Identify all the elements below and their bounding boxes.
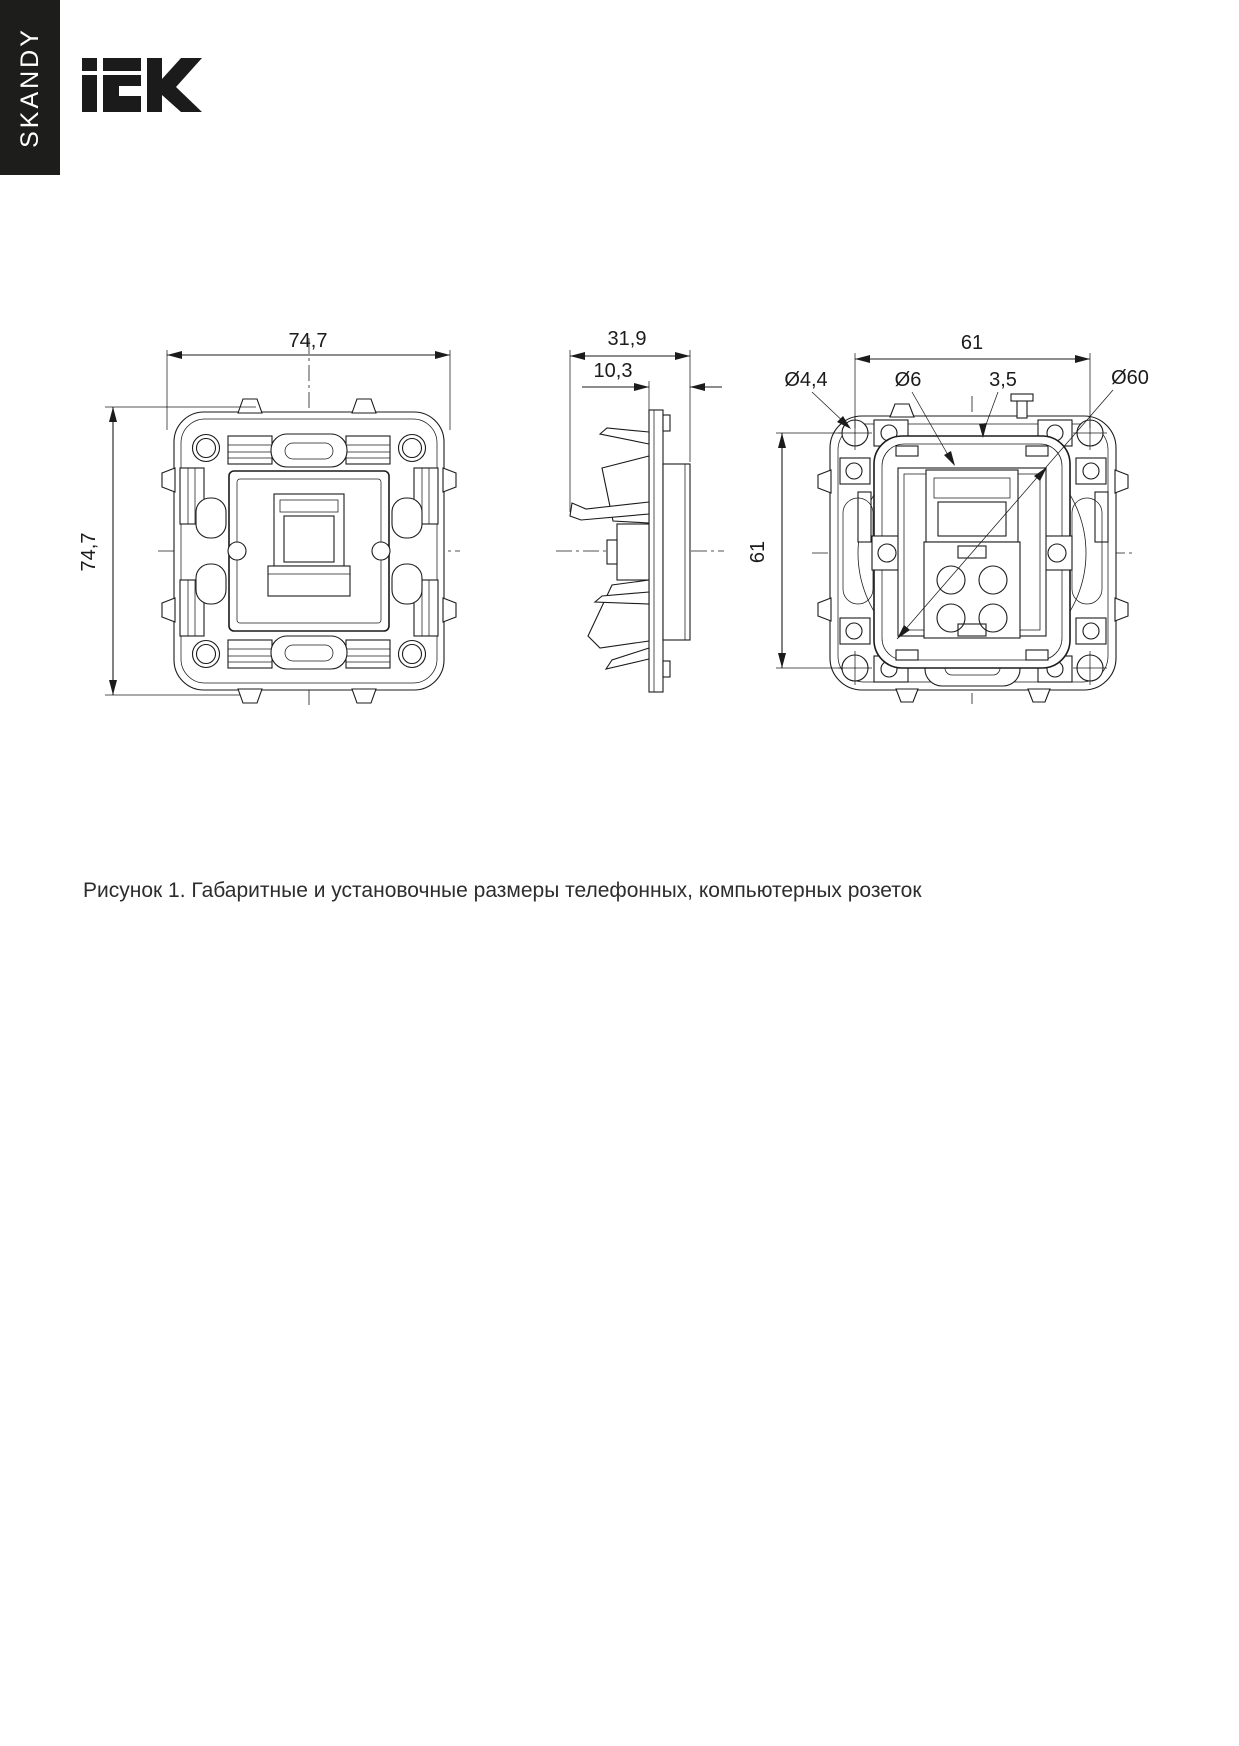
side-mechanism xyxy=(570,428,649,669)
front-view-drawing xyxy=(78,330,460,706)
back-height-dimension xyxy=(747,433,842,668)
dim-front-width: 74,7 xyxy=(288,330,328,352)
iek-logo xyxy=(82,56,202,114)
figure-1-drawings xyxy=(0,330,1239,720)
back-screw-hole-callout xyxy=(784,369,851,429)
label-hole-diameter: Ø6 xyxy=(894,369,922,391)
dim-front-height: 74,7 xyxy=(78,532,100,572)
label-box-diameter: Ø60 xyxy=(1111,367,1149,389)
iek-logo-glyphs xyxy=(82,58,202,112)
label-gap: 3,5 xyxy=(989,369,1017,391)
side-view-drawing xyxy=(556,330,724,692)
series-tab-label: SKANDY xyxy=(15,27,44,148)
dim-back-width: 61 xyxy=(960,332,984,354)
figure-caption: Рисунок 1. Габаритные и установочные размеры телефонных, компьютерных розеток xyxy=(83,879,922,902)
dim-side-mount-depth: 10,3 xyxy=(593,360,633,382)
label-screw-diameter: Ø4,4 xyxy=(784,369,828,391)
back-view-drawing xyxy=(747,332,1149,704)
dim-back-height: 61 xyxy=(747,540,769,564)
front-rj-socket xyxy=(268,494,350,596)
back-width-dimension xyxy=(855,332,1090,428)
series-tab xyxy=(0,0,60,175)
dim-side-total-depth: 31,9 xyxy=(607,330,647,350)
